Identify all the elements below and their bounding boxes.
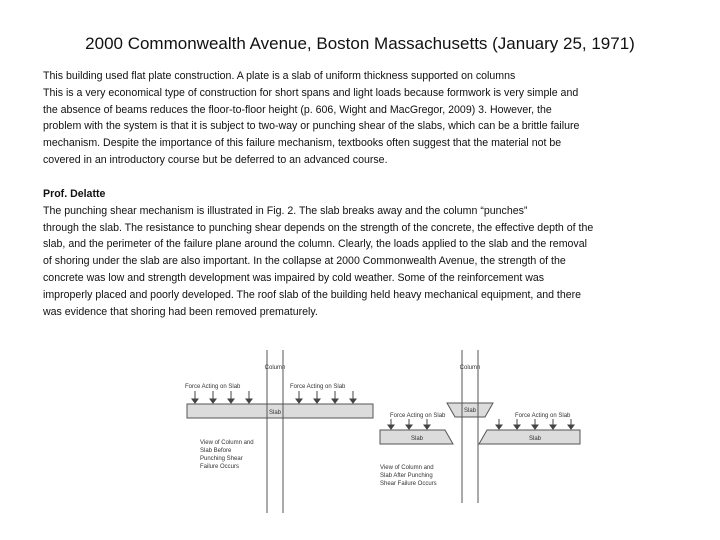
slab-left-label: Slab [410,436,424,442]
paragraph-line: covered in an introductory course but be deferred to an advanced course. [43,153,388,166]
paragraph-line: mechanism. Despite the importance of this failure mechanism, textbooks often suggest that the material not be [43,137,562,150]
figure-after-failure [375,345,585,505]
paragraph-line: This building used flat plate construction. A plate is a slab of uniform thickness supported on columns [43,70,516,82]
slab-plug-label: Slab [463,408,477,414]
force-arrows [388,419,574,429]
paragraph-punching-shear [43,186,683,320]
paragraph-line: was evidence that shoring had been removed prematurely. [43,305,318,318]
paragraph-flat-plate [43,68,683,169]
paragraph-line: The punching shear mechanism is illustrated in Fig. 2. The slab breaks away and the column “punches” [43,204,528,217]
paragraph-line: slab, and the perimeter of the failure plane around the column. Clearly, the loads applied to the slab and the removal [43,238,587,251]
caption-line: Slab After Punching [380,473,433,479]
paragraph-line: problem with the system is that it is subject to two-way or punching shear of the slabs, which can be a brittle failure [43,120,580,133]
caption-line: Punching Shear [200,456,243,462]
page-title: 2000 Commonwealth Avenue, Boston Massachusetts (January 25, 1971) [85,34,635,53]
column-label: Column [264,365,286,371]
slab-right-label: Slab [528,436,542,442]
paragraph-line: the absence of beams reduces the floor-to-floor height (p. 606, Wight and MacGregor, 2009) 3. However, the [43,103,552,116]
slab-label: Slab [268,410,282,416]
caption-line: Failure Occurs [200,464,240,470]
paragraph-line: of shoring under the slab are also important. In the collapse at 2000 Commonwealth Avenue, the strength of the [43,255,566,268]
caption-line: View of Column and [200,440,254,446]
caption-line: View of Column and [380,465,434,471]
author-heading: Prof. Delatte [43,188,106,200]
force-label-left: Force Acting on Slab [185,384,241,390]
column-label: Column [459,365,481,371]
force-label-right: Force Acting on Slab [515,413,571,419]
figure-before-failure [175,345,375,515]
caption-line: Slab Before [200,448,232,454]
paragraph-line: This is a very economical type of construction for short spans and light loads because formwork is very simple and [43,86,579,99]
force-label-left: Force Acting on Slab [390,413,446,419]
paragraph-line: concrete was low and strength development was impaired by cold weather. Some of the reinforcement was [43,271,545,284]
force-arrows [192,391,356,403]
caption-line: Shear Failure Occurs [380,481,437,487]
paragraph-line: improperly placed and poorly developed. The roof slab of the building held heavy mechanical equipment, and there [43,288,582,301]
paragraph-line: through the slab. The resistance to punching shear depends on the strength of the concrete, the effective depth of the [43,221,594,234]
force-label-right: Force Acting on Slab [290,384,346,390]
